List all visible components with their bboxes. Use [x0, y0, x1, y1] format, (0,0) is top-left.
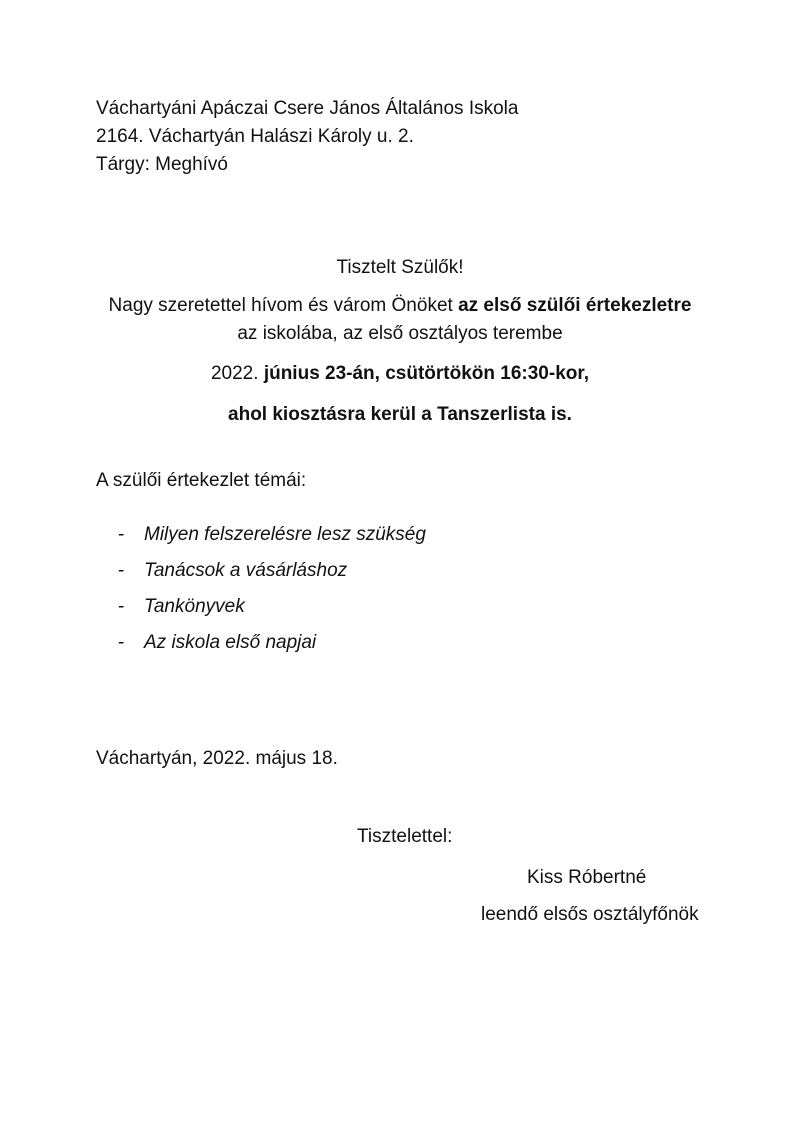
meeting-date-line: [0, 362, 800, 386]
invitation-line-1-emphasis: az első szülői értekezletre: [458, 295, 692, 316]
topic-text: Milyen felszerelésre lesz szükség: [144, 524, 426, 545]
topics-heading: A szülői értekezlet témái:: [96, 470, 307, 491]
invitation-line-1-text: Nagy szeretettel hívom és várom Önöket: [108, 295, 459, 316]
meeting-date-time: június 23-án, csütörtökön 16:30-kor,: [263, 363, 590, 384]
school-address: 2164. Váchartyán Halászi Károly u. 2.: [96, 126, 414, 147]
place-and-date: Váchartyán, 2022. május 18.: [96, 748, 338, 769]
list-dash: -: [118, 560, 125, 581]
school-name: Váchartyáni Apáczai Csere János Általános Iskola: [96, 98, 519, 119]
list-dash: -: [118, 596, 125, 617]
supply-list-note: ahol kiosztásra kerül a Tanszerlista is.: [228, 404, 572, 425]
letter-subject: Tárgy: Meghívó: [96, 154, 228, 175]
signer-name: Kiss Róbertné: [527, 867, 647, 888]
meeting-date-year: 2022.: [210, 363, 264, 384]
greeting: Tisztelt Szülők!: [336, 257, 464, 278]
topic-text: Az iskola első napjai: [144, 632, 317, 653]
list-dash: -: [118, 632, 125, 653]
signer-title: leendő elsős osztályfőnök: [481, 904, 699, 925]
closing-salutation: Tisztelettel:: [357, 826, 453, 847]
topic-text: Tanácsok a vásárláshoz: [144, 560, 348, 581]
invitation-line-2: az iskolába, az első osztályos terembe: [237, 323, 563, 344]
topic-text: Tankönyvek: [144, 596, 245, 617]
list-dash: -: [118, 524, 125, 545]
invitation-line-1: [0, 294, 800, 318]
